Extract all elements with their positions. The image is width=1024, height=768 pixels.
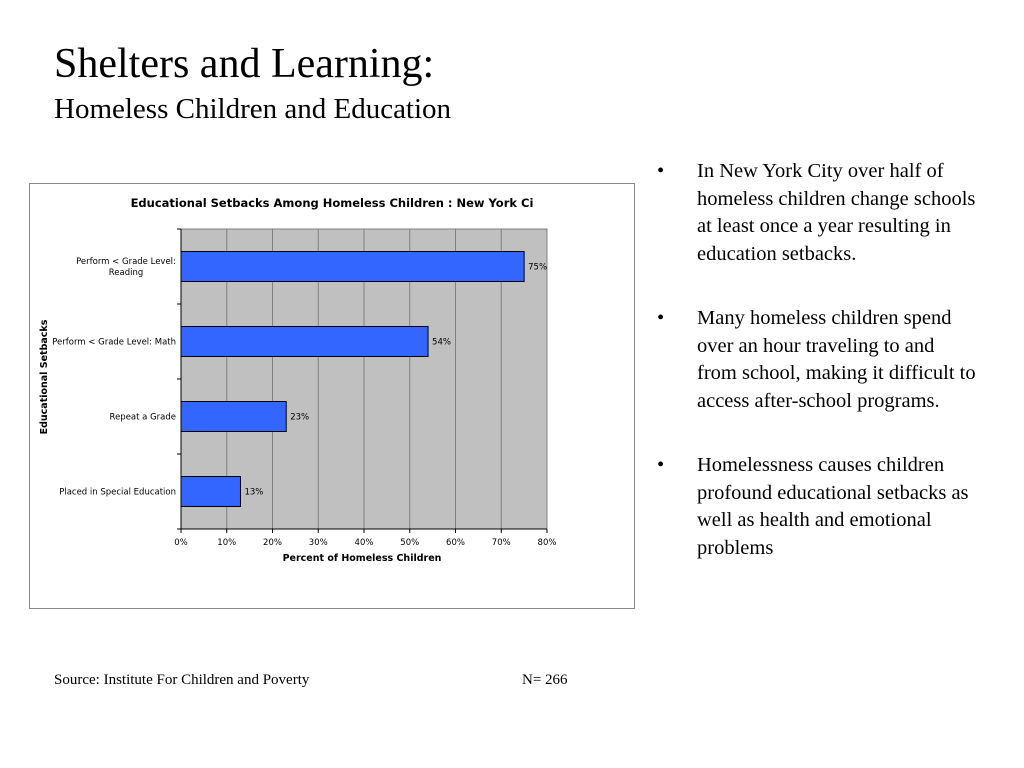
sample-size-note: N= 266 (522, 672, 568, 688)
bar (181, 402, 286, 432)
bar-value-label: 75% (528, 262, 548, 273)
bullet-symbol: • (657, 307, 665, 329)
bullet-list (657, 158, 977, 599)
y-axis-title: Educational Setbacks (39, 319, 50, 435)
bar-value-label: 23% (290, 412, 310, 423)
bullet-text: In New York City over half of homeless children change schools at least once a year resulting in education setbacks. (697, 160, 976, 265)
x-tick-label: 60% (446, 538, 465, 548)
source-note: Source: Institute For Children and Poverty (54, 672, 310, 688)
x-axis-title: Percent of Homeless Children (282, 553, 442, 564)
x-tick-label: 70% (491, 538, 511, 548)
x-tick-label: 40% (354, 538, 374, 548)
bullet-text: Many homeless children spend over an hour traveling to and from school, making it difficult to access after-school programs. (697, 307, 976, 412)
bullet-symbol: • (657, 160, 665, 182)
bar (181, 477, 240, 507)
category-label: Perform < Grade Level: Math (52, 337, 176, 348)
bullet-item (657, 452, 977, 562)
bar-value-label: 13% (244, 487, 264, 498)
slide-subtitle: Homeless Children and Education (54, 93, 452, 125)
bullet-item (657, 305, 977, 415)
category-label: Placed in Special Education (59, 487, 176, 498)
category-label: Reading (108, 268, 144, 278)
x-tick-label: 50% (400, 538, 420, 548)
bar-value-label: 54% (432, 337, 451, 348)
x-tick-label: 30% (308, 538, 328, 548)
chart-title: Educational Setbacks Among Homeless Children : New York Ci (130, 196, 534, 210)
slide-title: Shelters and Learning: (54, 41, 435, 87)
x-tick-label: 80% (537, 538, 557, 548)
setbacks-bar-chart (30, 184, 634, 608)
x-tick-label: 0% (174, 538, 188, 548)
category-label: Perform < Grade Level: (76, 257, 176, 267)
x-tick-label: 20% (263, 538, 282, 548)
bullet-item (657, 158, 977, 268)
bullet-text: Homelessness causes children profound educational setbacks as well as health and emotional problems (697, 454, 969, 559)
chart-frame (29, 183, 635, 609)
x-tick-label: 10% (217, 538, 237, 548)
bar (181, 252, 524, 282)
category-label: Repeat a Grade (109, 412, 176, 423)
bar (181, 327, 428, 357)
bullet-symbol: • (657, 454, 665, 476)
